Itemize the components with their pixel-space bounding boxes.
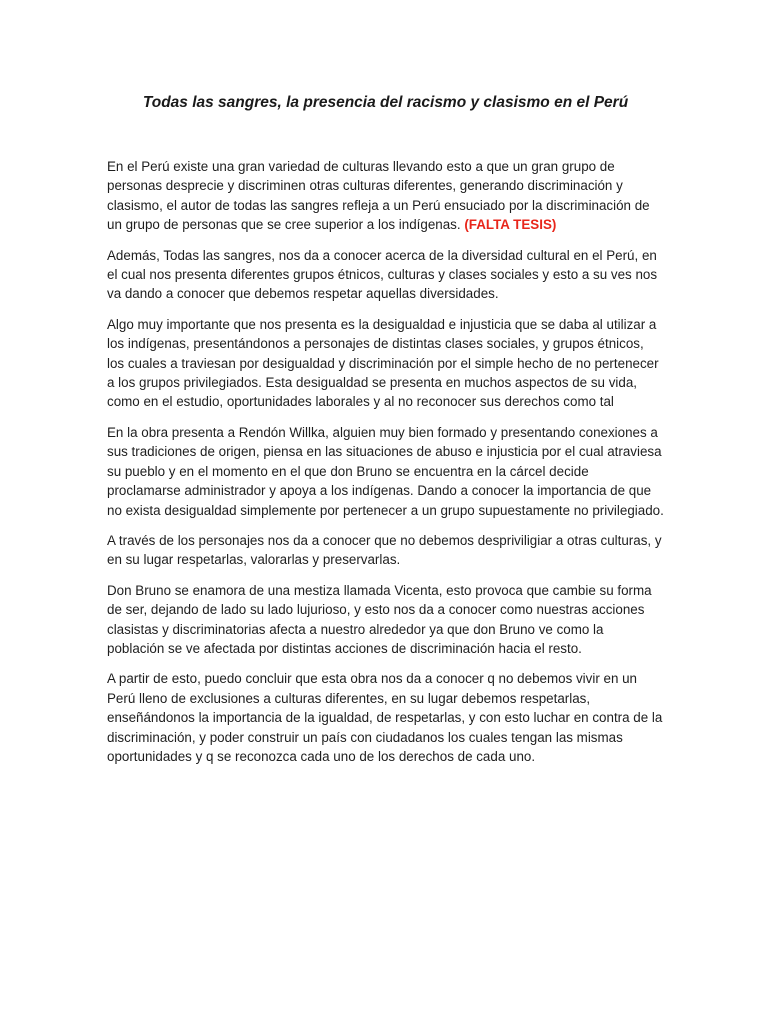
paragraph-6: Don Bruno se enamora de una mestiza llamada Vicenta, esto provoca que cambie su forma de ser, dejando de lado su lado lujurioso, y esto nos da a conocer como nuestras acciones clasistas y discriminatorias afecta a nuestro alrededor ya que don Bruno ve como la población se ve afectada por distintas acciones de discriminación hacia el resto. <box>107 582 652 656</box>
paragraph-3: Algo muy importante que nos presenta es la desigualdad e injusticia que se daba al utilizar a los indígenas, presentándonos a personajes de distintas clases sociales, y grupos étnicos, los cuales a traviesan por desigualdad y discriminación por el simple hecho de no pertenecer a los grupos privilegiados. Esta desigualdad se presenta en muchos aspectos de su vida, como en el estudio, oportunidades laborales y al no reconocer sus derechos como tal <box>107 316 659 410</box>
paragraph-7: A partir de esto, puedo concluir que esta obra nos da a conocer q no debemos vivir en un Perú lleno de exclusiones a culturas diferentes, en su lugar debemos respetarlas, enseñándonos la importancia de la igualdad, de respetarlas, y con esto luchar en contra de la discriminación, y poder construir un país con ciudadanos los cuales tengan las mismas oportunidades y q se reconozca cada uno de los derechos de cada uno. <box>107 671 663 764</box>
missing-thesis-note: (FALTA TESIS) <box>464 217 557 233</box>
paragraph-1 <box>107 157 664 235</box>
paragraph-2: Además, Todas las sangres, nos da a conocer acerca de la diversidad cultural en el Perú, en el cual nos presenta diferentes grupos étnicos, culturas y clases sociales y esto a su ves nos va dando a conocer que debemos respetar aquellas diversidades. <box>107 247 658 302</box>
paragraph-1-text: En el Perú existe una gran variedad de culturas llevando esto a que un gran grupo de personas desprecie y discriminen otras culturas diferentes, generando discriminación y clasismo, el autor de todas las sangres refleja a un Perú ensuciado por la discriminación de un grupo de personas que se cree superior a los indígenas. <box>107 159 650 233</box>
paragraph-5: A través de los personajes nos da a conocer que no debemos despriviligiar a otras culturas, y en su lugar respetarlas, valorarlas y preservarlas. <box>107 532 662 568</box>
paragraph-4: En la obra presenta a Rendón Willka, alguien muy bien formado y presentando conexiones a sus tradiciones de origen, piensa en las situaciones de abuso e injusticia por el cual atraviesa su pueblo y en el momento en el que don Bruno se encuentra en la cárcel decide proclamarse administrador y apoya a los indígenas. Dando a conocer la importancia de que no exista desigualdad simplemente por pertenecer a un grupo supuestamente no privilegiado. <box>107 424 664 518</box>
document-title: Todas las sangres, la presencia del racismo y clasismo en el Perú <box>142 94 629 111</box>
